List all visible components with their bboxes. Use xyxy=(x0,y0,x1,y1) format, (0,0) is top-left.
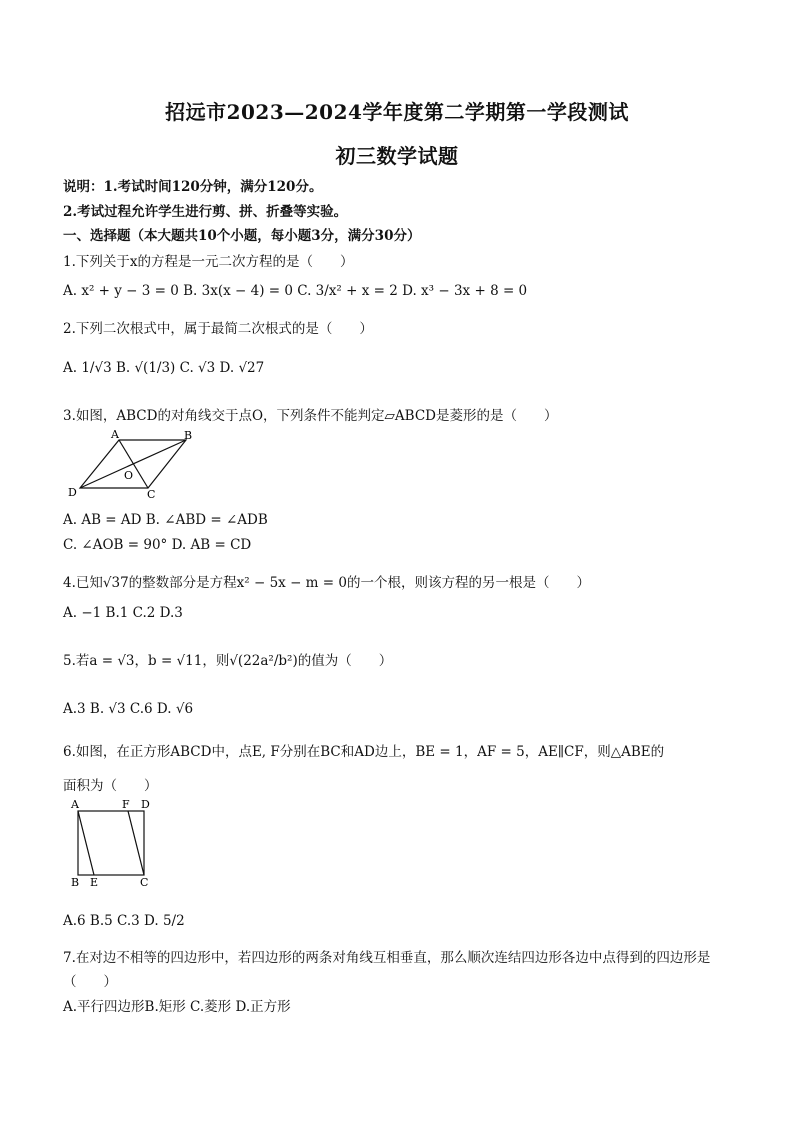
square-outline xyxy=(78,811,144,875)
question-5-options: A.3 B. √3 C.6 D. √6 xyxy=(63,701,194,717)
question-6-stem: 6.如图，在正方形ABCD中，点E, F分别在BC和AD边上，BE = 1，AF = 5，AE∥CF，则△ABE的 xyxy=(63,744,665,760)
label-b: B xyxy=(184,429,193,442)
exam-title: 招远市2023—2024学年度第二学期第一学段测试 xyxy=(165,100,629,124)
label-c: C xyxy=(140,876,149,889)
label-f: F xyxy=(122,798,130,811)
note-line-1: 说明：1.考试时间120分钟，满分120分。 xyxy=(63,179,323,195)
question-6-options: A.6 B.5 C.3 D. 5/2 xyxy=(63,913,185,929)
question-1-stem: 1.下列关于x的方程是一元二次方程的是（ ） xyxy=(63,254,354,270)
segment-ae xyxy=(78,811,94,875)
question-4-stem: 4.已知√37的整数部分是方程x² − 5x − m = 0的一个根，则该方程的另一根是（ ） xyxy=(63,575,590,591)
question-7-options: A.平行四边形B.矩形 C.菱形 D.正方形 xyxy=(63,999,291,1015)
section-heading: 一、选择题（本大题共10个小题，每小题3分，满分30分） xyxy=(63,228,421,244)
question-3-options-row2: C. ∠AOB = 90° D. AB = CD xyxy=(63,537,252,553)
label-d: D xyxy=(68,486,77,499)
note-line-2: 2.考试过程允许学生进行剪、拼、折叠等实验。 xyxy=(63,204,348,220)
question-3-options-row1: A. AB = AD B. ∠ABD = ∠ADB xyxy=(63,512,268,528)
label-c: C xyxy=(147,488,156,500)
question-5-stem: 5.若a = √3，b = √11，则√(22a²/b²)的值为（ ） xyxy=(63,653,393,669)
label-a: A xyxy=(71,798,79,811)
question-2-stem: 2.下列二次根式中，属于最简二次根式的是（ ） xyxy=(63,321,373,337)
label-e: E xyxy=(90,876,99,889)
question-4-options: A. −1 B.1 C.2 D.3 xyxy=(63,605,183,621)
question-3-figure xyxy=(62,428,202,500)
question-1-options: A. x² + y − 3 = 0 B. 3x(x − 4) = 0 C. 3/x² + x = 2 D. x³ − 3x + 8 = 0 xyxy=(63,283,528,299)
label-o: O xyxy=(124,469,134,482)
question-6-figure xyxy=(66,797,158,891)
question-7-stem-continued: （ ） xyxy=(63,974,117,990)
rhombus-diagram xyxy=(62,428,202,500)
label-b: B xyxy=(71,876,80,889)
label-d: D xyxy=(141,798,150,811)
question-7-stem: 7.在对边不相等的四边形中，若四边形的两条对角线互相垂直，那么顺次连结四边形各边中点得到的四边形是 xyxy=(63,950,711,966)
question-3-stem: 3.如图，ABCD的对角线交于点O，下列条件不能判定▱ABCD是菱形的是（ ） xyxy=(63,408,558,424)
exam-subtitle: 初三数学试题 xyxy=(335,144,459,168)
segment-fc xyxy=(128,811,144,875)
question-2-options: A. 1/√3 B. √(1/3) C. √3 D. √27 xyxy=(63,360,265,376)
label-a: A xyxy=(111,428,119,441)
question-6-stem-continued: 面积为（ ） xyxy=(63,778,158,794)
square-diagram xyxy=(66,797,158,891)
